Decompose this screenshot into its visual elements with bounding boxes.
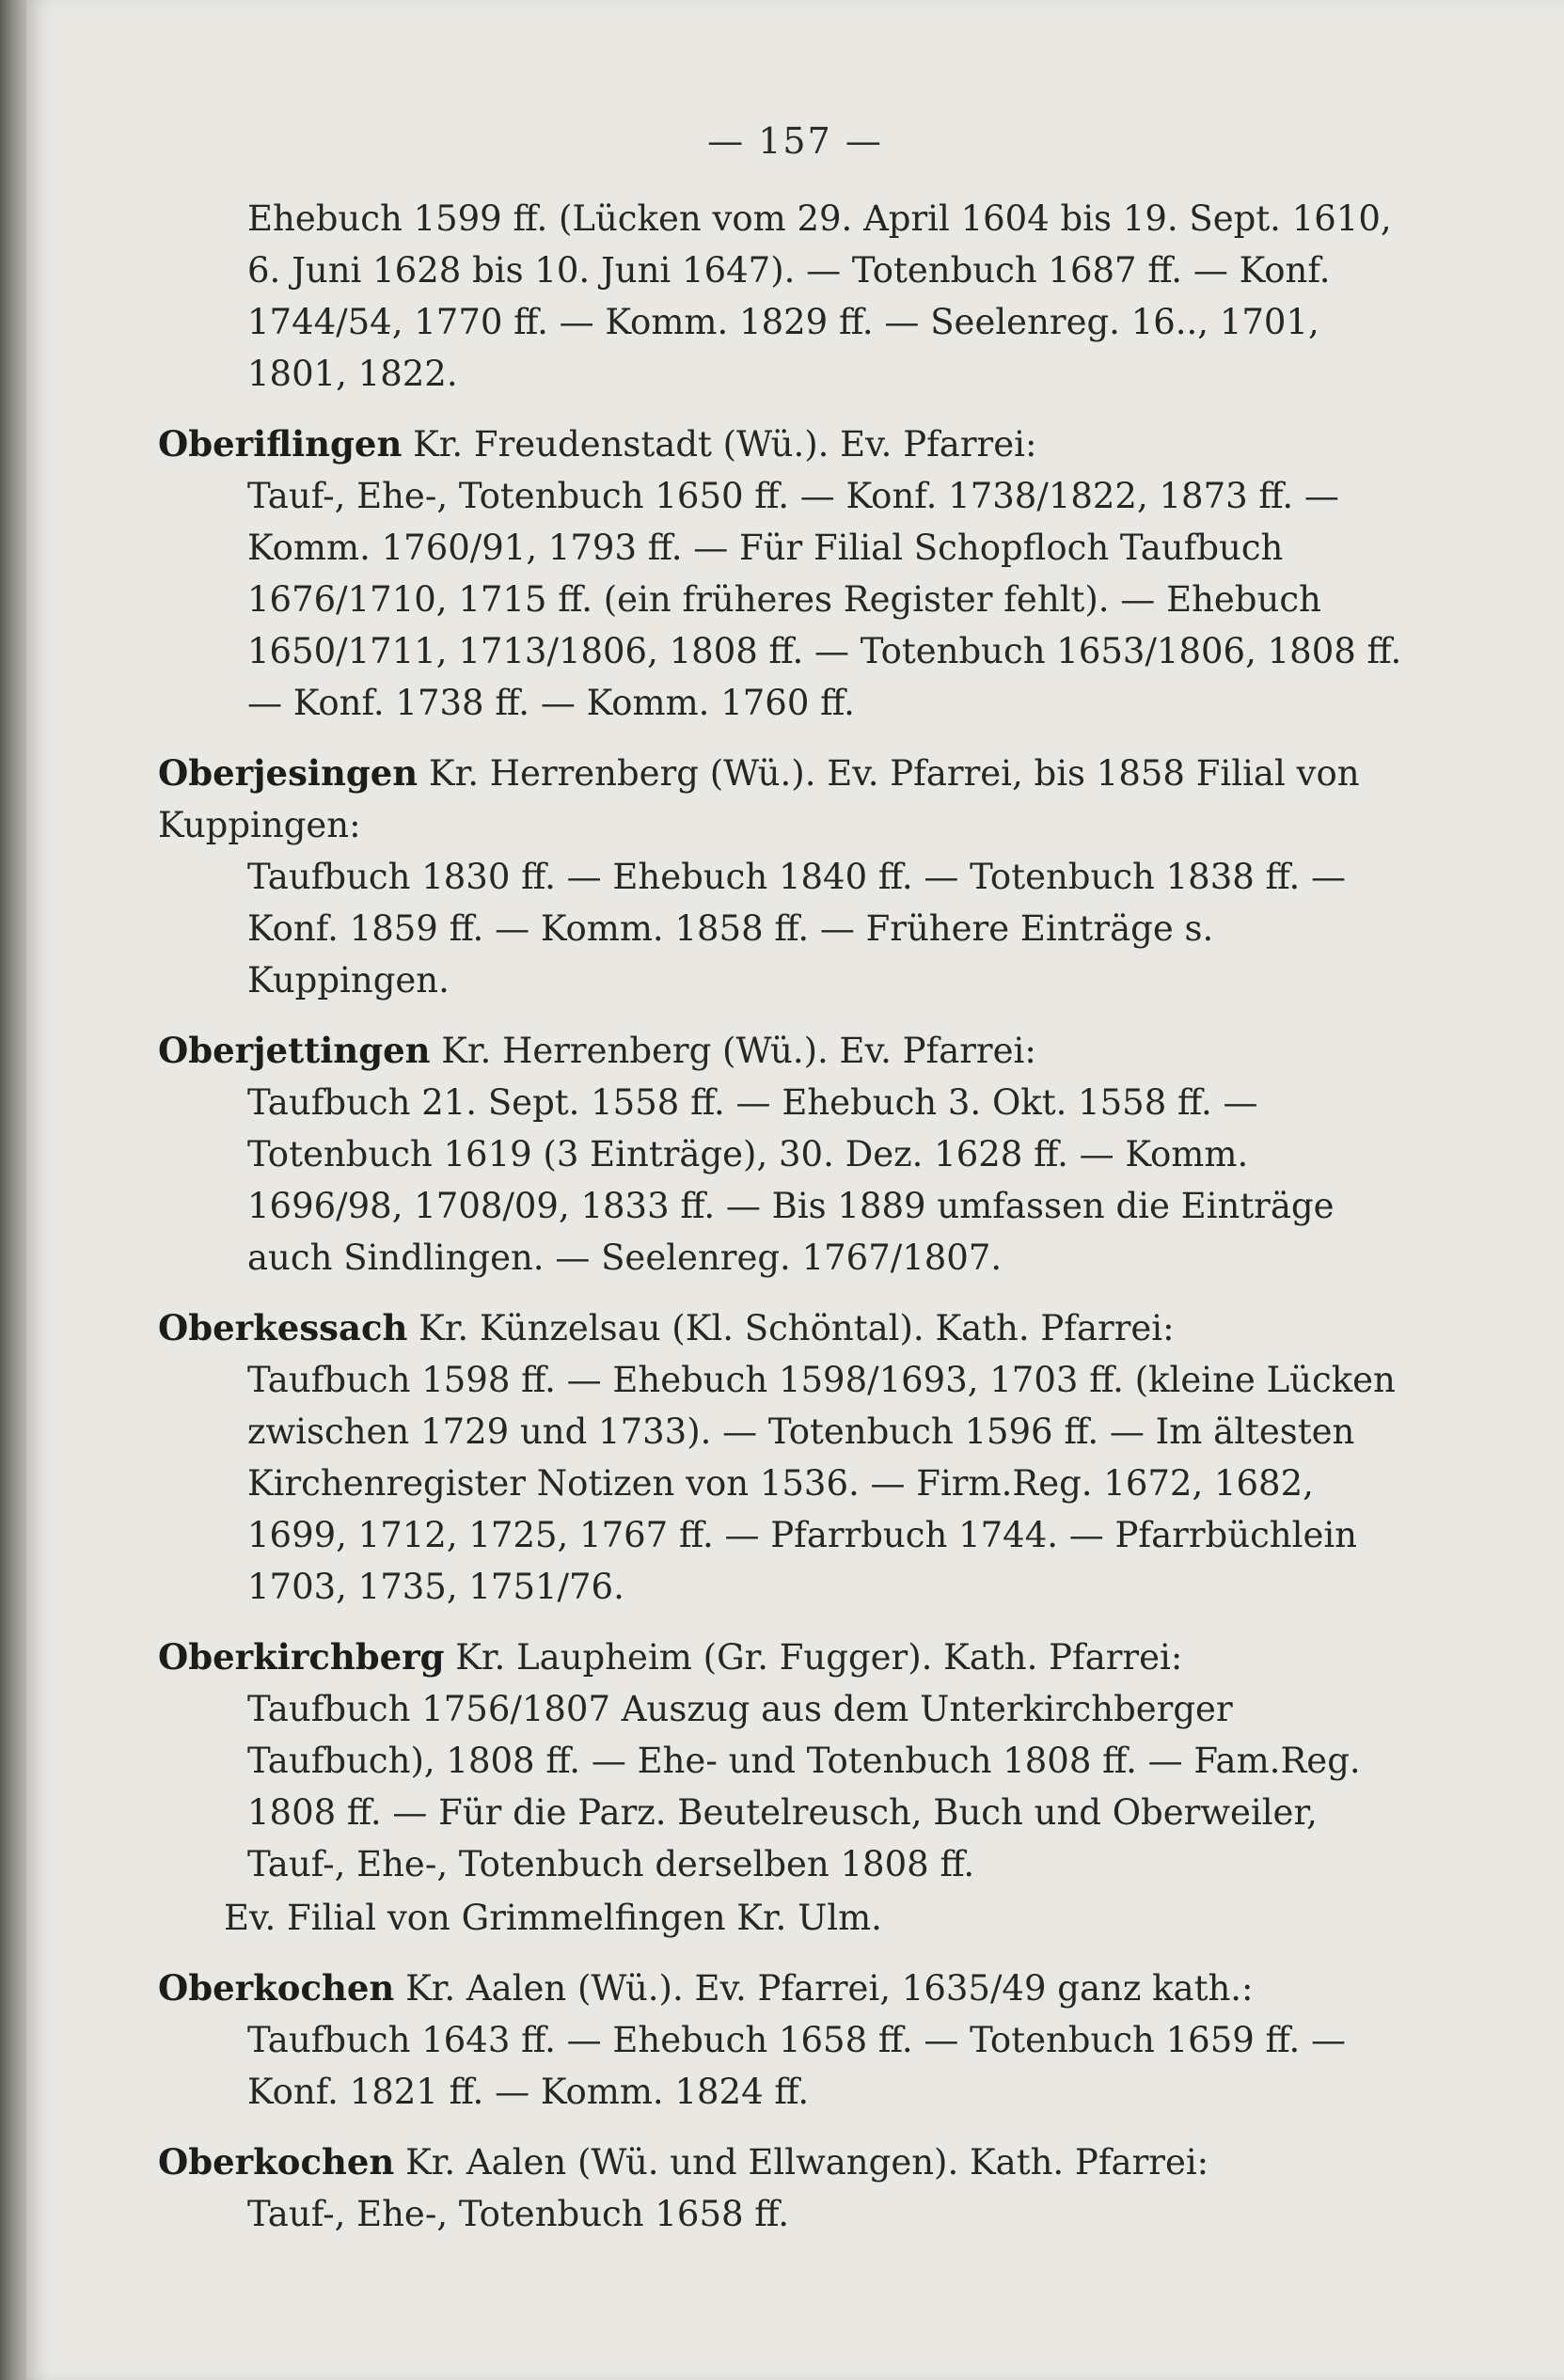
entry-oberkochen-kath xyxy=(158,2136,1409,2240)
entry-header xyxy=(158,1631,1409,1683)
entry-header xyxy=(158,1962,1409,2014)
entry-text: Taufbuch 1643 ff. — Ehebuch 1658 ff. — Totenbuch 1659 ff. — Konf. 1821 ff. — Komm. 1824 ff. xyxy=(247,2020,1347,2112)
entry-intro: Kr. Künzelsau (Kl. Schöntal). Kath. Pfarrei: xyxy=(407,1308,1175,1348)
entry-note: Ev. Filial von Grimmelfingen Kr. Ulm. xyxy=(224,1898,882,1938)
entry-heading: Oberkochen xyxy=(158,1967,395,2009)
entry-text: Taufbuch 21. Sept. 1558 ff. — Ehebuch 3. Okt. 1558 ff. — Totenbuch 1619 (3 Einträge), 30. Dez. 1628 ff. — Komm. 1696/98, 1708/09, 1833 ff. — Bis 1889 umfassen die Einträge auch Sindlingen. — Seelenreg. 1767/1807. xyxy=(247,1082,1335,1278)
page-number: — 157 — xyxy=(707,120,883,162)
entry-heading: Oberjettingen xyxy=(158,1030,431,1071)
entry-text: Tauf-, Ehe-, Totenbuch 1658 ff. xyxy=(247,2194,790,2234)
entry-oberkessach xyxy=(158,1302,1409,1613)
entry-heading: Oberiflingen xyxy=(158,423,403,465)
entry-oberiflingen xyxy=(158,418,1409,729)
book-page xyxy=(26,0,1564,2380)
entry-intro: Kr. Herrenberg (Wü.). Ev. Pfarrei: xyxy=(430,1031,1036,1071)
entry-header xyxy=(158,1302,1409,1354)
entry-oberjettingen xyxy=(158,1025,1409,1284)
entry-intro: Kr. Freudenstadt (Wü.). Ev. Pfarrei: xyxy=(402,424,1037,465)
entry-heading: Oberkessach xyxy=(158,1307,408,1348)
continued-entry-text: Ehebuch 1599 ff. (Lücken vom 29. April 1604 bis 19. Sept. 1610, 6. Juni 1628 bis 10. Juni 1647). — Totenbuch 1687 ff. — Konf. 1744/54, 1770 ff. — Komm. 1829 ff. — Seelenreg. 16.., 1701, 1801, 1822. xyxy=(247,198,1392,394)
entry-text: Taufbuch 1756/1807 Auszug aus dem Unterkirchberger Taufbuch), 1808 ff. — Ehe- und Totenbuch 1808 ff. — Fam.Reg. 1808 ff. — Für die Parz. Beutelreusch, Buch und Oberweiler, Tauf-, Ehe-, Totenbuch derselben 1808 ff. xyxy=(247,1689,1361,1884)
entry-heading: Oberkirchberg xyxy=(158,1636,445,1678)
entry-text: Taufbuch 1830 ff. — Ehebuch 1840 ff. — Totenbuch 1838 ff. — Konf. 1859 ff. — Komm. 1858 ff. — Frühere Einträge s. Kuppingen. xyxy=(247,857,1347,1001)
entry-text: Taufbuch 1598 ff. — Ehebuch 1598/1693, 1703 ff. (kleine Lücken zwischen 1729 und 1733). — Totenbuch 1596 ff. — Im ältesten Kirchenregister Notizen von 1536. — Firm.Reg. 1672, 1682, 1699, 1712, 1725, 1767 ff. — Pfarrbuch 1744. — Pfarrbüchlein 1703, 1735, 1751/76. xyxy=(247,1360,1396,1607)
entry-oberkirchberg xyxy=(158,1631,1409,1944)
entry-header xyxy=(158,418,1409,470)
entry-heading: Oberjesingen xyxy=(158,752,419,794)
entry-text: Tauf-, Ehe-, Totenbuch 1650 ff. — Konf. 1738/1822, 1873 ff. — Komm. 1760/91, 1793 ff. — Für Filial Schopfloch Taufbuch 1676/1710, 1715 ff. (ein früheres Register fehlt). — Ehebuch 1650/1711, 1713/1806, 1808 ff. — Totenbuch 1653/1806, 1808 ff. — Konf. 1738 ff. — Komm. 1760 ff. xyxy=(247,476,1402,723)
entry-oberkochen-ev xyxy=(158,1962,1409,2118)
entry-header xyxy=(158,748,1409,851)
entry-header xyxy=(158,1025,1409,1077)
entry-intro: Kr. Herrenberg (Wü.). Ev. Pfarrei, bis 1858 Filial von Kuppingen: xyxy=(158,753,1360,845)
entry-intro: Kr. Laupheim (Gr. Fugger). Kath. Pfarrei: xyxy=(444,1637,1183,1678)
entry-header xyxy=(158,2136,1409,2188)
book-spine-shadow xyxy=(0,0,26,2380)
entry-intro: Kr. Aalen (Wü.). Ev. Pfarrei, 1635/49 ganz kath.: xyxy=(394,1968,1254,2009)
entry-intro: Kr. Aalen (Wü. und Ellwangen). Kath. Pfarrei: xyxy=(394,2142,1209,2183)
entry-oberjesingen xyxy=(158,748,1409,1006)
page-text xyxy=(158,193,1409,2259)
entry-heading: Oberkochen xyxy=(158,2141,395,2183)
